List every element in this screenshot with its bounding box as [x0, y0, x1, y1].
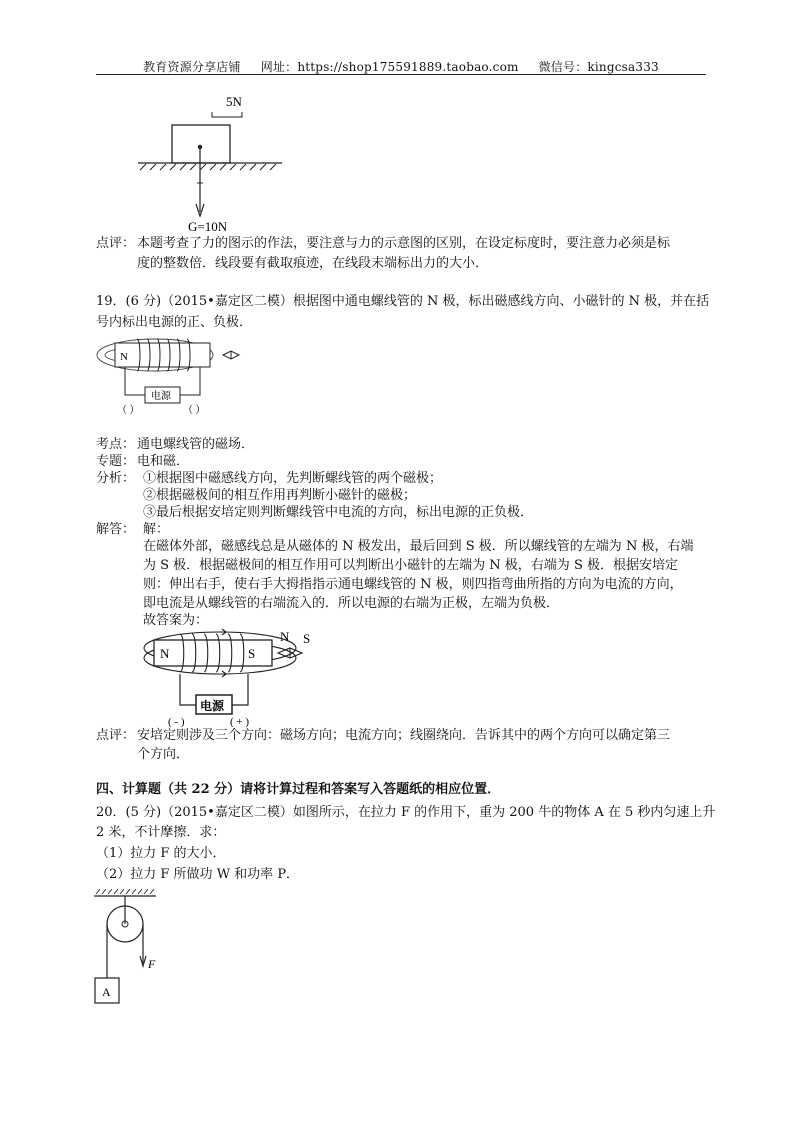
minus-label: ( - ): [168, 716, 185, 728]
fenxi-item-3: ③最后根据安培定则判断螺线管中电流的方向，标出电源的正负极．: [143, 505, 534, 520]
block-a-label: A: [102, 985, 111, 999]
fenxi-item-1: ①根据图中磁感线方向，先判断螺线管的两个磁极；: [143, 471, 443, 486]
force-diagram: [130, 92, 290, 232]
q20-sub1: （1）拉力 F 的大小．: [96, 846, 226, 861]
answer-s-label: S: [248, 646, 256, 661]
section-4-heading: 四、计算题（共 22 分）请将计算过程和答案写入答题纸的相应位置．: [96, 782, 501, 797]
q19-dianping-line1: 安培定则涉及三个方向：磁场方向；电流方向；线圈绕向．告诉其中的两个方向可以确定第三: [137, 728, 671, 743]
q20-line1: 20．(5 分)（2015•嘉定区二模）如图所示，在拉力 F 的作用下，重为 200 牛的物体 A 在 5 秒内匀速上升: [96, 805, 716, 820]
paren-left: （ ）: [117, 405, 140, 416]
solenoid-n-label: N: [120, 351, 128, 363]
jieda-line-2: 为 S 极．根据磁极间的相互作用可以判断出小磁针的左端为 N 极，右端为 S 极．根据安培定: [143, 558, 678, 573]
answer-power-label: 电源: [200, 699, 225, 713]
paren-right: （ ）: [183, 405, 206, 416]
q18-comment-line1: 本题考查了力的图示的作法，要注意与力的示意图的区别，在设定标度时，要注意力必须是标: [137, 236, 671, 251]
header-wechat: 微信号：kingcsa333: [538, 60, 659, 74]
needle-s-label: S: [303, 631, 311, 646]
q19-dianping-line2: 个方向．: [137, 747, 190, 762]
fenxi-label: 分析：: [96, 471, 136, 486]
force-label: G=10N: [188, 219, 228, 234]
fenxi-item-2: ②根据磁极间的相互作用再判断小磁针的磁极；: [143, 488, 417, 503]
solenoid-power-label: 电源: [151, 391, 171, 402]
q20-line2: 2 米，不计摩擦．求：: [96, 825, 226, 840]
jieda-label: 解答：: [96, 522, 136, 537]
zhuanti-text: 电和磁．: [137, 454, 190, 469]
q18-comment-line2: 度的整数倍．线段要有截取痕迹，在线段末端标出力的大小．: [137, 256, 489, 271]
answer-solenoid-diagram: [140, 625, 340, 729]
q18-comment-label: 点评：: [96, 236, 136, 251]
jieda-line-4: 即电流是从螺线管的右端流入的．所以电源的右端为正极，左端为负极．: [143, 596, 560, 611]
header-url: 网址：https://shop175591889.taobao.com: [260, 60, 519, 74]
answer-n-label: N: [160, 646, 170, 661]
page-header: [96, 58, 706, 75]
header-rule: [96, 74, 706, 75]
jieda-line-5: 故答案为：: [143, 613, 209, 628]
q19-line2: 号内标出电源的正、负极．: [96, 315, 253, 330]
solenoid-diagram: [95, 333, 255, 418]
kaodian-text: 通电螺线管的磁场．: [137, 437, 255, 452]
zhuanti-label: 专题：: [96, 454, 136, 469]
q19-line1: 19．(6 分)（2015•嘉定区二模）根据图中通电螺线管的 N 极，标出磁感线方向、小磁针的 N 极，并在括: [96, 294, 710, 309]
kaodian-label: 考点：: [96, 437, 136, 452]
force-f-label: F: [148, 957, 156, 971]
header-shop: 教育资源分享店铺: [143, 60, 241, 74]
jieda-line-1: 在磁体外部，磁感线总是从磁体的 N 极发出，最后回到 S 极．所以螺线管的左端为 N 极，右端: [143, 539, 694, 554]
scale-label: 5N: [226, 94, 242, 109]
pulley-diagram: [90, 888, 170, 1013]
q19-dianping-label: 点评：: [96, 728, 136, 743]
needle-n-label: N: [280, 629, 290, 644]
q20-sub2: （2）拉力 F 所做功 W 和功率 P．: [96, 867, 300, 882]
jieda-head: 解：: [143, 522, 170, 537]
jieda-line-3: 则：伸出右手，使右手大拇指指示通电螺线管的 N 极，则四指弯曲所指的方向为电流的方向，: [143, 577, 683, 592]
plus-label: ( + ): [230, 716, 250, 728]
